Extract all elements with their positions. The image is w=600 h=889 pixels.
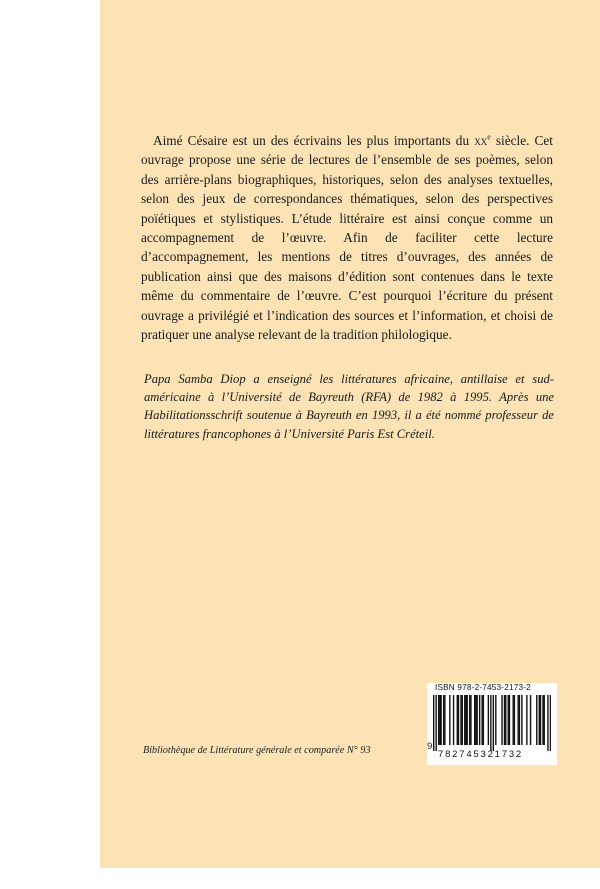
author-bio: Papa Samba Diop a enseigné les littératures africaine, antillaise et sud-américaine à l’Université de Bayreuth (RFA) de 1982 à 1995. Après une Habilitationsschrift soutenue à Bayreuth en 1993, il a été nommé professeur de littératures francophones à l’Université Paris Est Créteil. — [144, 372, 554, 441]
barcode-block — [427, 683, 557, 765]
barcode-bar — [508, 695, 509, 745]
barcode-bar — [521, 695, 522, 745]
barcode-bar — [469, 695, 470, 745]
barcode-bar — [526, 695, 527, 745]
barcode-bar — [544, 695, 545, 745]
barcode-bar — [474, 695, 475, 745]
barcode-bar — [444, 695, 445, 745]
barcode-bar — [475, 695, 476, 745]
barcode-bar — [517, 695, 518, 745]
barcode-bar — [460, 695, 461, 745]
barcode-bar — [539, 695, 540, 745]
ean-first-digit: 9 — [427, 741, 433, 752]
barcode-bar — [540, 695, 541, 745]
century-superscript: e — [487, 132, 491, 142]
barcode-bar — [542, 695, 543, 745]
barcode-bar — [479, 695, 480, 745]
ean-digits: 782745321732 — [438, 749, 524, 760]
barcode-bar — [458, 695, 459, 745]
barcode-bar — [509, 695, 510, 745]
barcode-bar — [476, 695, 477, 745]
barcode-bar — [433, 695, 434, 751]
isbn-label: ISBN 978-2-7453-2173-2 — [435, 683, 531, 692]
barcode-bar — [547, 695, 548, 751]
blurb-text-start: Aimé Césaire est un des écrivains les plus importants du — [153, 133, 475, 148]
barcode-bar — [457, 695, 458, 745]
barcode-bar — [467, 695, 468, 745]
barcode-bar — [462, 695, 463, 745]
barcode-bar — [493, 695, 494, 751]
series-title: Bibliothèque de Littérature générale et comparée N° 93 — [143, 745, 371, 756]
barcode-bar — [464, 695, 465, 745]
barcode-bar — [495, 695, 496, 745]
barcode-bar — [488, 695, 489, 745]
book-blurb — [141, 131, 553, 344]
barcode-bar — [440, 695, 441, 745]
barcode-bar — [536, 695, 537, 745]
barcode-bar — [438, 695, 439, 745]
barcode-bar — [449, 695, 450, 745]
barcode-bar — [505, 695, 506, 745]
barcode-bar — [512, 695, 513, 745]
barcode-bar — [481, 695, 482, 745]
barcode-bar — [490, 695, 491, 751]
barcode-bar — [550, 695, 551, 751]
barcode-bar — [530, 695, 531, 745]
barcode-icon — [433, 695, 551, 751]
barcode-bar — [470, 695, 471, 745]
barcode-bar — [439, 695, 440, 745]
barcode-bar — [465, 695, 466, 745]
barcode-bar — [501, 695, 502, 745]
barcode-bar — [435, 695, 436, 751]
barcode-bar — [504, 695, 505, 745]
barcode-bar — [453, 695, 454, 745]
barcode-bar — [514, 695, 515, 745]
barcode-bar — [519, 695, 520, 745]
barcode-bar — [483, 695, 484, 745]
barcode-bar — [443, 695, 444, 745]
blurb-text-end: siècle. Cet ouvrage propose une série de lectures de l’ensemble de ses poèmes, selon des arrière-plans biographiques, historiques, selon des analyses textuelles, selon des jeux de correspondances thématiques, selon des perspectives poïétiques et stylistiques. L’étude littéraire est ainsi conçue comme un accompagnement de l’œuvre. Afin de faciliter cette lecture d’accompagnement, les mentions de titres d’ouvrages, des années de publication ainsi que des maisons d’édition sont contenues dans le texte même du commentaire de l’œuvre. C’est pourquoi l’écriture du présent ouvrage a privilégié et l’indication des sources et l’information, et choisi de pratiquer une analyse relevant de la tradition philologique. — [141, 133, 553, 343]
century-numeral: xx — [474, 133, 488, 148]
